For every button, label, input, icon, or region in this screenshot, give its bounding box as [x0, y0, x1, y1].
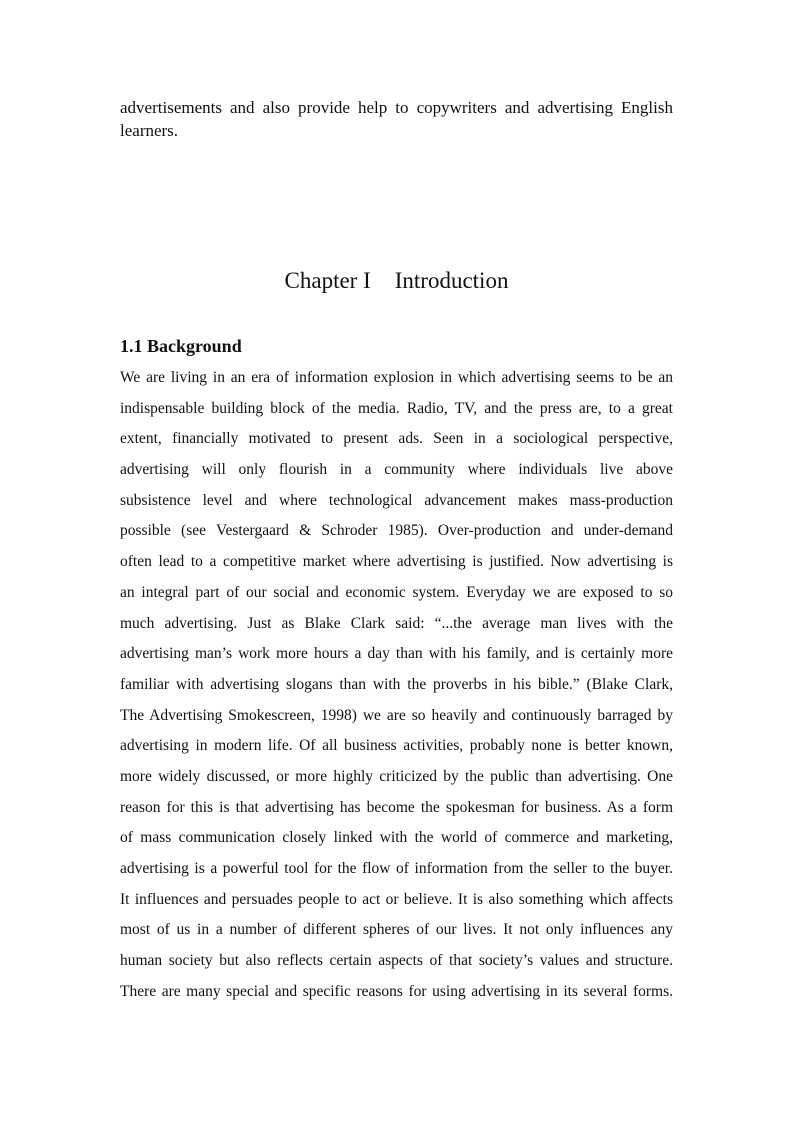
body-line: advertising will only flourish in a community where individuals live above [120, 461, 673, 479]
chapter-name: Introduction [394, 268, 509, 293]
chapter-title [0, 266, 793, 296]
chapter-number: Chapter I [284, 268, 371, 293]
body-line: It influences and persuades people to act or believe. It is also something which affects [120, 890, 673, 908]
body-line: The Advertising Smokescreen, 1998) we are so heavily and continuously barraged by [120, 706, 673, 724]
body-line: more widely discussed, or more highly criticized by the public than advertising. One [120, 767, 673, 785]
body-line: There are many special and specific reasons for using advertising in its several forms. [120, 982, 673, 1000]
body-line: indispensable building block of the media. Radio, TV, and the press are, to a great [120, 399, 673, 417]
body-line: an integral part of our social and economic system. Everyday we are exposed to so [120, 583, 673, 601]
intro-paragraph: advertisements and also provide help to copywriters and advertising English learners. [120, 98, 673, 140]
body-line: much advertising. Just as Blake Clark said: “...the average man lives with the [120, 614, 673, 632]
body-line: advertising man’s work more hours a day than with his family, and is certainly more [120, 645, 673, 663]
body-paragraph [120, 366, 673, 1010]
body-line: familiar with advertising slogans than with the proverbs in his bible.” (Blake Clark, [120, 675, 673, 693]
body-line: most of us in a number of different spheres of our lives. It not only influences any [120, 921, 673, 939]
section-heading: 1.1 Background [120, 336, 242, 356]
body-line: often lead to a competitive market where advertising is justified. Now advertising is [120, 553, 673, 571]
body-line: extent, financially motivated to present ads. Seen in a sociological perspective, [120, 430, 673, 448]
body-line: advertising is a powerful tool for the flow of information from the seller to the buyer. [120, 860, 673, 877]
body-line: We are living in an era of information explosion in which advertising seems to be an [120, 369, 673, 386]
body-line: human society but also reflects certain aspects of that society’s values and structure. [120, 952, 673, 970]
body-line: reason for this is that advertising has become the spokesman for business. As a form [120, 798, 673, 816]
body-line: possible (see Vestergaard & Schroder 1985). Over-production and under-demand [120, 522, 673, 540]
body-line: subsistence level and where technological advancement makes mass-production [120, 491, 673, 509]
body-line: advertising in modern life. Of all business activities, probably none is better known, [120, 737, 673, 755]
body-line: of mass communication closely linked with the world of commerce and marketing, [120, 829, 673, 847]
